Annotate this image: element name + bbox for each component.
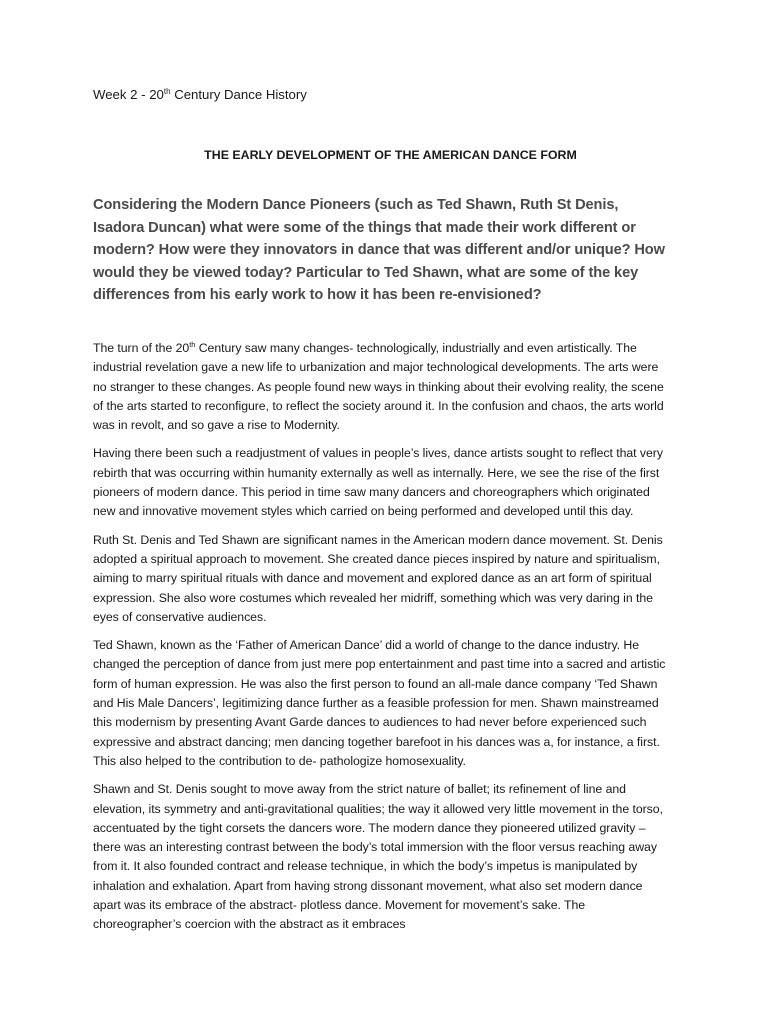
paragraph-4: Ted Shawn, known as the ‘Father of American Dance’ did a world of change to the dance industry. He changed the perception of dance from just mere pop entertainment and past time into a sacred and artistic form of human expression. He was also the first person to found an all-male dance company ‘Ted Shawn and His Male Dancers’, legitimizing dance further as a feasible profession for men. Shawn mainstreamed this modernism by presenting Avant Garde dances to audiences to had never before experienced such expressive and abstract dancing; men dancing together barefoot in his dances was a, for instance, a first. This also helped to the contribution to de- pathologize homosexuality.: [93, 638, 666, 768]
paragraph-5: Shawn and St. Denis sought to move away from the strict nature of ballet; its refinement of line and elevation, its symmetry and anti-gravitational qualities; the way it allowed very little movement in the torso, accentuated by the tight corsets the dancers wore. The modern dance they pioneered utilized gravity – there was an interesting contrast between the body’s total immersion with the floor versus reaching away from it. It also founded contract and release technique, in which the body’s impetus is manipulated by inhalation and exhalation. Apart from having strong dissonant movement, what also set modern dance apart was its embrace of the abstract- plotless dance. Movement for movement’s sake. The choreographer’s coercion with the abstract as it embraces: [93, 782, 663, 932]
paragraph-1: [93, 339, 672, 435]
week-heading-suffix: Century Dance History: [170, 87, 307, 102]
week-heading-prefix: Week 2 - 20: [93, 87, 164, 102]
document-title: THE EARLY DEVELOPMENT OF THE AMERICAN DANCE FORM: [204, 148, 577, 162]
paragraph-2: Having there been such a readjustment of values in people’s lives, dance artists sought to reflect that very rebirth that was occurring within humanity externally as well as internally. Here, we see the rise of the first pioneers of modern dance. This period in time saw many dancers and choreographers which originated new and innovative movement styles which carried on being performed and developed until this day.: [93, 446, 663, 519]
week-heading-superscript: th: [163, 87, 171, 96]
paragraph-1-superscript: th: [189, 339, 196, 349]
week-heading: [93, 86, 672, 104]
paragraph-3: Ruth St. Denis and Ted Shawn are significant names in the American modern dance movement. St. Denis adopted a spiritual approach to movement. She created dance pieces inspired by nature and spiritualism, aiming to marry spiritual rituals with dance and movement and explored dance as an art form of spiritual expression. She also wore costumes which revealed her midriff, something which was very daring in the eyes of conservative audiences.: [93, 532, 663, 624]
paragraph-1-prefix: The turn of the 20: [93, 340, 190, 355]
paragraph-1-suffix: Century saw many changes- technologically, industrially and even artistically. The industrial revelation gave a new life to urbanization and major technological developments. The arts were no stranger to these changes. As people found new ways in thinking about their evolving reality, the scene of the arts started to reconfigure, to reflect the society around it. In the confusion and chaos, the arts world was in revolt, and so gave a rise to Modernity.: [93, 340, 664, 433]
essay-question: Considering the Modern Dance Pioneers (such as Ted Shawn, Ruth St Denis, Isadora Duncan) what were some of the things that made their work different or modern? How were they innovators in dance that was different and/or unique? How would they be viewed today? Particular to Ted Shawn, what are some of the key differences from his early work to how it has been re-envisioned?: [93, 197, 665, 304]
